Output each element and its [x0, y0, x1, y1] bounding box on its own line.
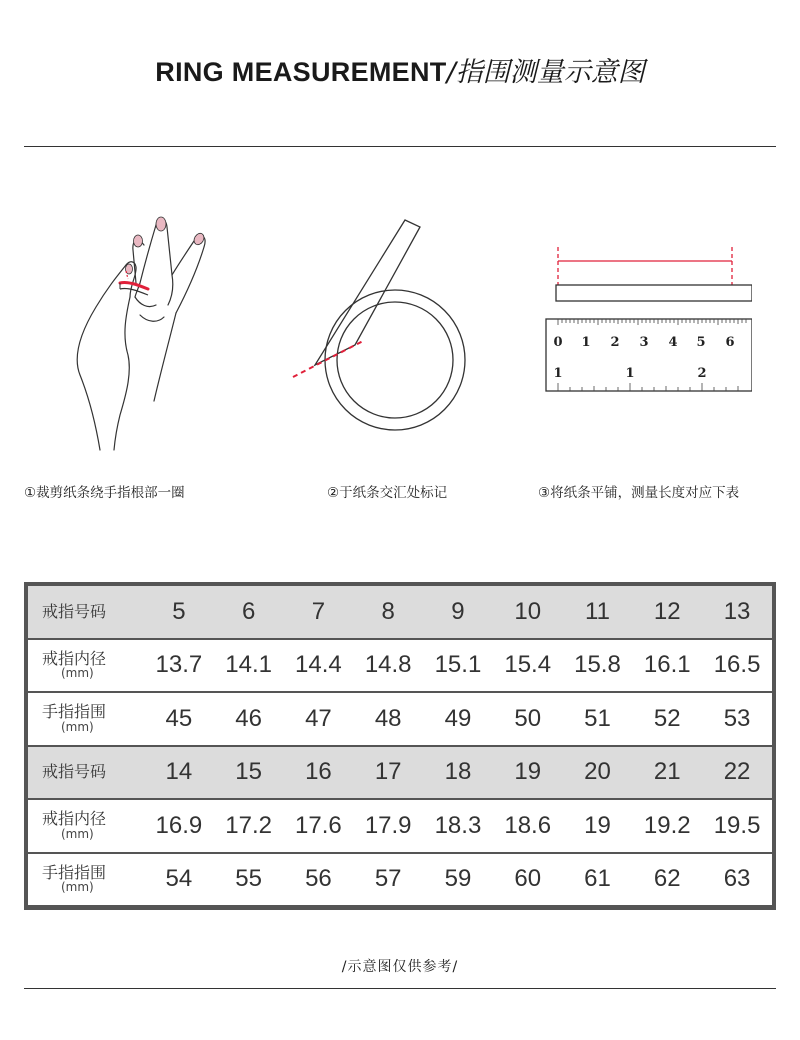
- step-1-caption: ①裁剪纸条绕手指根部一圈: [24, 485, 185, 501]
- ruler-cm-label: 3: [639, 335, 649, 350]
- table-cell: 19.5: [702, 800, 772, 852]
- table-cell: 14.1: [214, 640, 284, 692]
- top-divider: [24, 146, 776, 147]
- table-cell: 55: [214, 854, 284, 906]
- table-cell: 8: [353, 586, 423, 638]
- row-label-text: 戒指内径: [42, 648, 107, 668]
- row-label-text: 手指指围: [42, 862, 107, 882]
- table-cell: 18.6: [493, 800, 563, 852]
- table-cell: 50: [493, 693, 563, 745]
- table-cell: 16.1: [632, 640, 702, 692]
- table-cell: 10: [493, 586, 563, 638]
- row-label-unit: (mm): [61, 719, 94, 734]
- table-cell: 16.9: [144, 800, 214, 852]
- table-cell: 19: [493, 747, 563, 799]
- table-cell: 15.8: [563, 640, 633, 692]
- table-cell: 49: [423, 693, 493, 745]
- ruler-cm-label: 5: [696, 335, 706, 350]
- table-row-circumference: [28, 693, 772, 745]
- table-cell: 14.4: [284, 640, 354, 692]
- title-chinese: /指围测量示意图: [446, 57, 645, 88]
- table-cell: 57: [353, 854, 423, 906]
- hand-wrapping-strip-illustration: [60, 205, 240, 455]
- table-cell: 14: [144, 747, 214, 799]
- table-cell: 13: [702, 586, 772, 638]
- table-cell: 19.2: [632, 800, 702, 852]
- table-cell: 14.8: [353, 640, 423, 692]
- step-2-caption: ②于纸条交汇处标记: [327, 485, 448, 501]
- table-cell: 62: [632, 854, 702, 906]
- page-title: [0, 50, 800, 89]
- ring-size-table: [24, 582, 776, 910]
- table-cell: 17.9: [353, 800, 423, 852]
- table-cell: 47: [284, 693, 354, 745]
- table-cell: 17: [353, 747, 423, 799]
- table-cell: 16: [284, 747, 354, 799]
- ruler-inch-label: 1: [625, 366, 635, 381]
- table-cell: 7: [284, 586, 354, 638]
- table-cell: 21: [632, 747, 702, 799]
- row-label-text: 戒指内径: [42, 809, 107, 829]
- row-label-unit: (mm): [61, 826, 94, 841]
- table-cell: 48: [353, 693, 423, 745]
- table-cell: 18.3: [423, 800, 493, 852]
- table-row-diameter: [28, 640, 772, 692]
- ruler-cm-label: 1: [581, 335, 591, 350]
- table-cell: 15.4: [493, 640, 563, 692]
- row-label-circumference: [28, 854, 144, 906]
- table-row-diameter: [28, 800, 772, 852]
- table-cell: 61: [563, 854, 633, 906]
- table-cell: 17.6: [284, 800, 354, 852]
- strip-loop-mark-illustration: [285, 205, 475, 445]
- table-cell: 11: [563, 586, 633, 638]
- table-cell: 15.1: [423, 640, 493, 692]
- table-cell: 60: [493, 854, 563, 906]
- table-cell: 13.7: [144, 640, 214, 692]
- table-cell: 56: [284, 854, 354, 906]
- ruler-inch-label: 1: [553, 366, 563, 381]
- row-label-size: 戒指号码: [28, 747, 144, 799]
- table-cell: 63: [702, 854, 772, 906]
- table-cell: 9: [423, 586, 493, 638]
- table-cell: 22: [702, 747, 772, 799]
- table-row-circumference: [28, 854, 772, 906]
- row-label-diameter: [28, 640, 144, 692]
- table-cell: 6: [214, 586, 284, 638]
- row-label-circumference: [28, 693, 144, 745]
- ruler-inch-label: 2: [697, 366, 707, 381]
- row-label-unit: (mm): [61, 666, 94, 681]
- title-english: RING MEASUREMENT: [155, 57, 447, 87]
- table-cell: 20: [563, 747, 633, 799]
- table-cell: 59: [423, 854, 493, 906]
- table-cell: 54: [144, 854, 214, 906]
- table-cell: 19: [563, 800, 633, 852]
- table-row-size: [28, 586, 772, 638]
- table-cell: 51: [563, 693, 633, 745]
- table-cell: 18: [423, 747, 493, 799]
- table-row-size: [28, 747, 772, 799]
- table-cell: 5: [144, 586, 214, 638]
- table-cell: 16.5: [702, 640, 772, 692]
- row-label-text: 手指指围: [42, 702, 107, 722]
- table-cell: 53: [702, 693, 772, 745]
- bottom-divider: [24, 988, 776, 989]
- row-label-size: 戒指号码: [28, 586, 144, 638]
- table-cell: 52: [632, 693, 702, 745]
- table-cell: 12: [632, 586, 702, 638]
- ruler-cm-label: 2: [610, 335, 620, 350]
- ruler-cm-label: 6: [725, 335, 735, 350]
- ruler-cm-label: 0: [553, 335, 563, 350]
- table-cell: 45: [144, 693, 214, 745]
- row-label-diameter: [28, 800, 144, 852]
- footnote: /示意图仅供参考/: [341, 959, 459, 975]
- ruler-measurement-illustration: [540, 205, 752, 405]
- table-cell: 46: [214, 693, 284, 745]
- table-cell: 17.2: [214, 800, 284, 852]
- step-3-caption: ③将纸条平铺，测量长度对应下表: [538, 485, 740, 501]
- ruler-cm-label: 4: [668, 335, 678, 350]
- table-cell: 15: [214, 747, 284, 799]
- row-label-unit: (mm): [61, 880, 94, 895]
